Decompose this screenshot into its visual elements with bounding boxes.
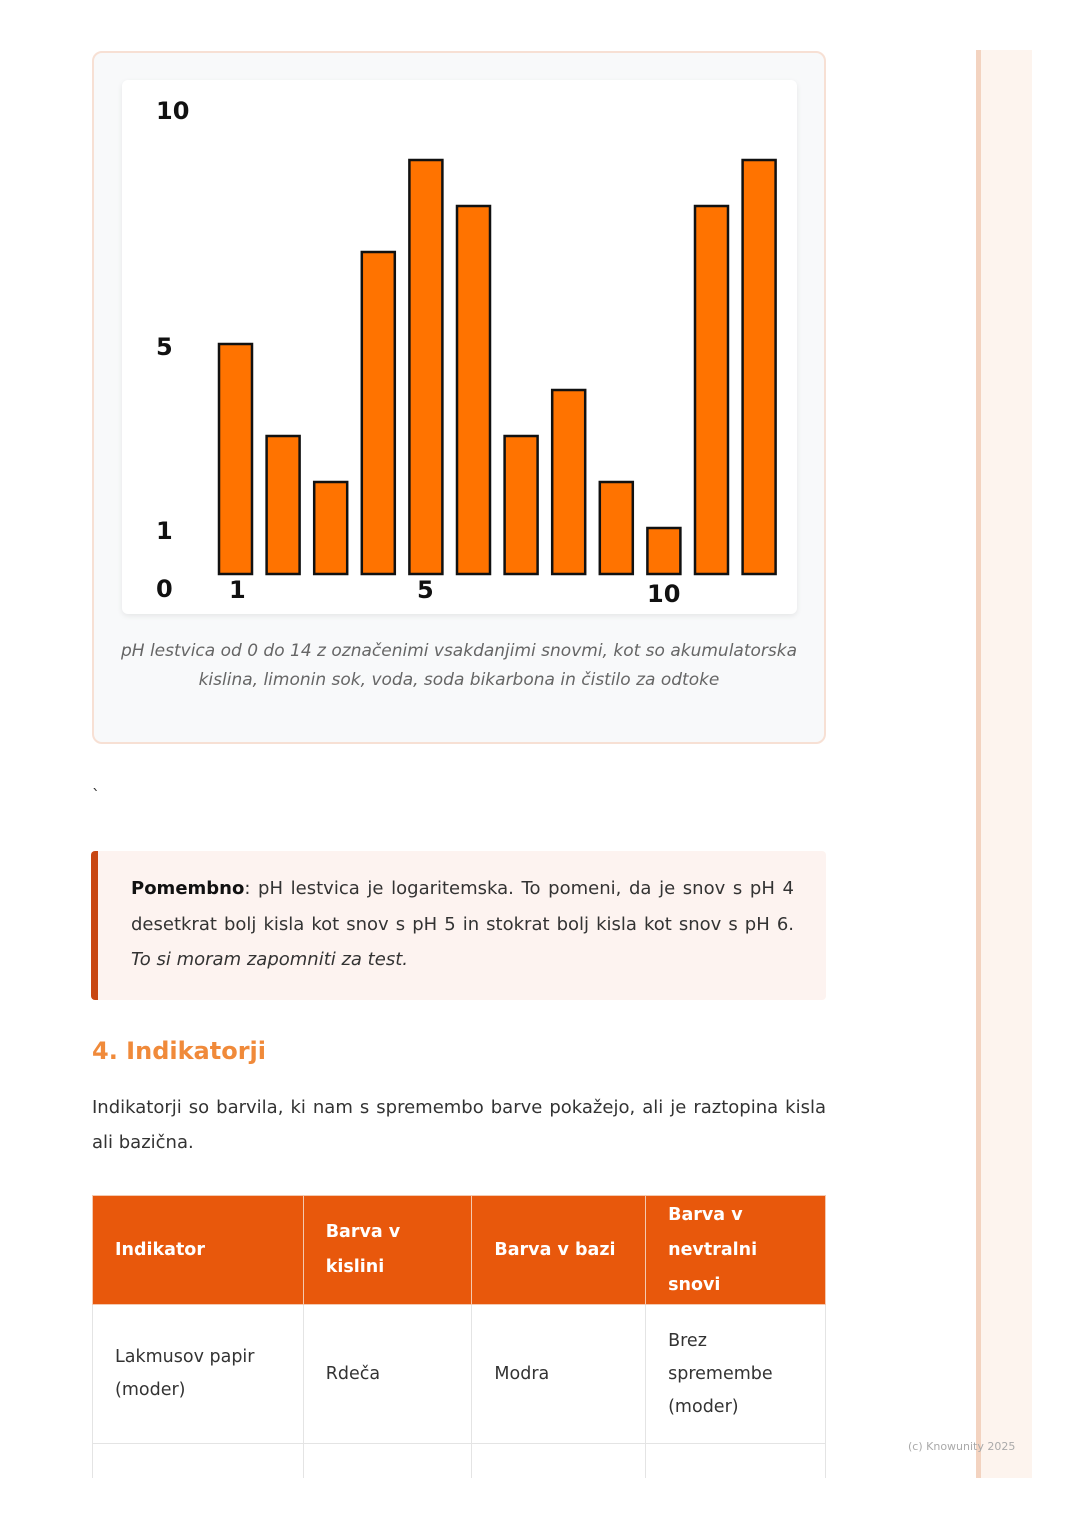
bar-12 bbox=[743, 160, 776, 574]
section-paragraph: Indikatorji so barvila, ki nam s spremembo barve pokažejo, ali je raztopina kisla ali bazična. bbox=[92, 1097, 826, 1153]
column-header: Barva v kislini bbox=[303, 1196, 472, 1305]
section-heading: 4. Indikatorji bbox=[92, 1037, 266, 1065]
bar-5 bbox=[409, 160, 442, 574]
bar-8 bbox=[552, 390, 585, 574]
y-tick-label: 5 bbox=[156, 333, 173, 361]
table-cell: Brez spremembe (moder) bbox=[646, 1305, 826, 1444]
bar-6 bbox=[457, 206, 490, 574]
bar-7 bbox=[505, 436, 538, 574]
table-cell: Modra bbox=[472, 1305, 646, 1444]
page-side-strip bbox=[976, 50, 1032, 1478]
x-tick-label: 5 bbox=[417, 576, 434, 604]
figure-caption: pH lestvica od 0 do 14 z označenimi vsakdanjimi snovmi, kot so akumulatorska kislina, limonin sok, voda, soda bikarbona in čistilo za odtoke bbox=[120, 641, 798, 690]
table-row bbox=[93, 1444, 826, 1479]
chart-panel bbox=[122, 80, 797, 614]
bar-3 bbox=[314, 482, 347, 574]
table-cell: Lakmusov papir (moder) bbox=[93, 1305, 304, 1444]
bar-11 bbox=[695, 206, 728, 574]
x-tick-label: 1 bbox=[229, 576, 246, 604]
bar-9 bbox=[600, 482, 633, 574]
column-header: Barva v bazi bbox=[472, 1196, 646, 1305]
table-row bbox=[93, 1305, 826, 1444]
indicator-table bbox=[92, 1195, 826, 1478]
column-header: Barva v nevtralni snovi bbox=[646, 1196, 826, 1305]
y-tick-label: 1 bbox=[156, 517, 173, 545]
table-cell bbox=[93, 1444, 304, 1479]
bar-4 bbox=[362, 252, 395, 574]
table-cell bbox=[303, 1444, 472, 1479]
bar-2 bbox=[267, 436, 300, 574]
table-header-row bbox=[93, 1196, 826, 1305]
callout-text: : pH lestvica je logaritemska. To pomeni, da je snov s pH 4 desetkrat bolj kisla kot snov s pH 5 in stokrat bolj kisla kot snov s pH 6. bbox=[131, 878, 794, 935]
table-cell bbox=[646, 1444, 826, 1479]
y-tick-label: 0 bbox=[156, 575, 173, 603]
table-cell bbox=[472, 1444, 646, 1479]
x-tick-label: 10 bbox=[647, 580, 681, 608]
important-callout bbox=[91, 851, 826, 1000]
copyright-footer: (c) Knowunity 2025 bbox=[908, 1440, 1016, 1453]
column-header: Indikator bbox=[93, 1196, 304, 1305]
callout-label: Pomembno bbox=[131, 878, 245, 899]
stray-character: ` bbox=[92, 786, 100, 805]
bar-1 bbox=[219, 344, 252, 574]
chart-figure bbox=[92, 51, 826, 744]
callout-note: To si moram zapomniti za test. bbox=[131, 949, 408, 970]
table-cell: Rdeča bbox=[303, 1305, 472, 1444]
y-tick-label: 10 bbox=[156, 97, 190, 125]
ph-bar-chart bbox=[122, 80, 797, 614]
bar-10 bbox=[647, 528, 680, 574]
